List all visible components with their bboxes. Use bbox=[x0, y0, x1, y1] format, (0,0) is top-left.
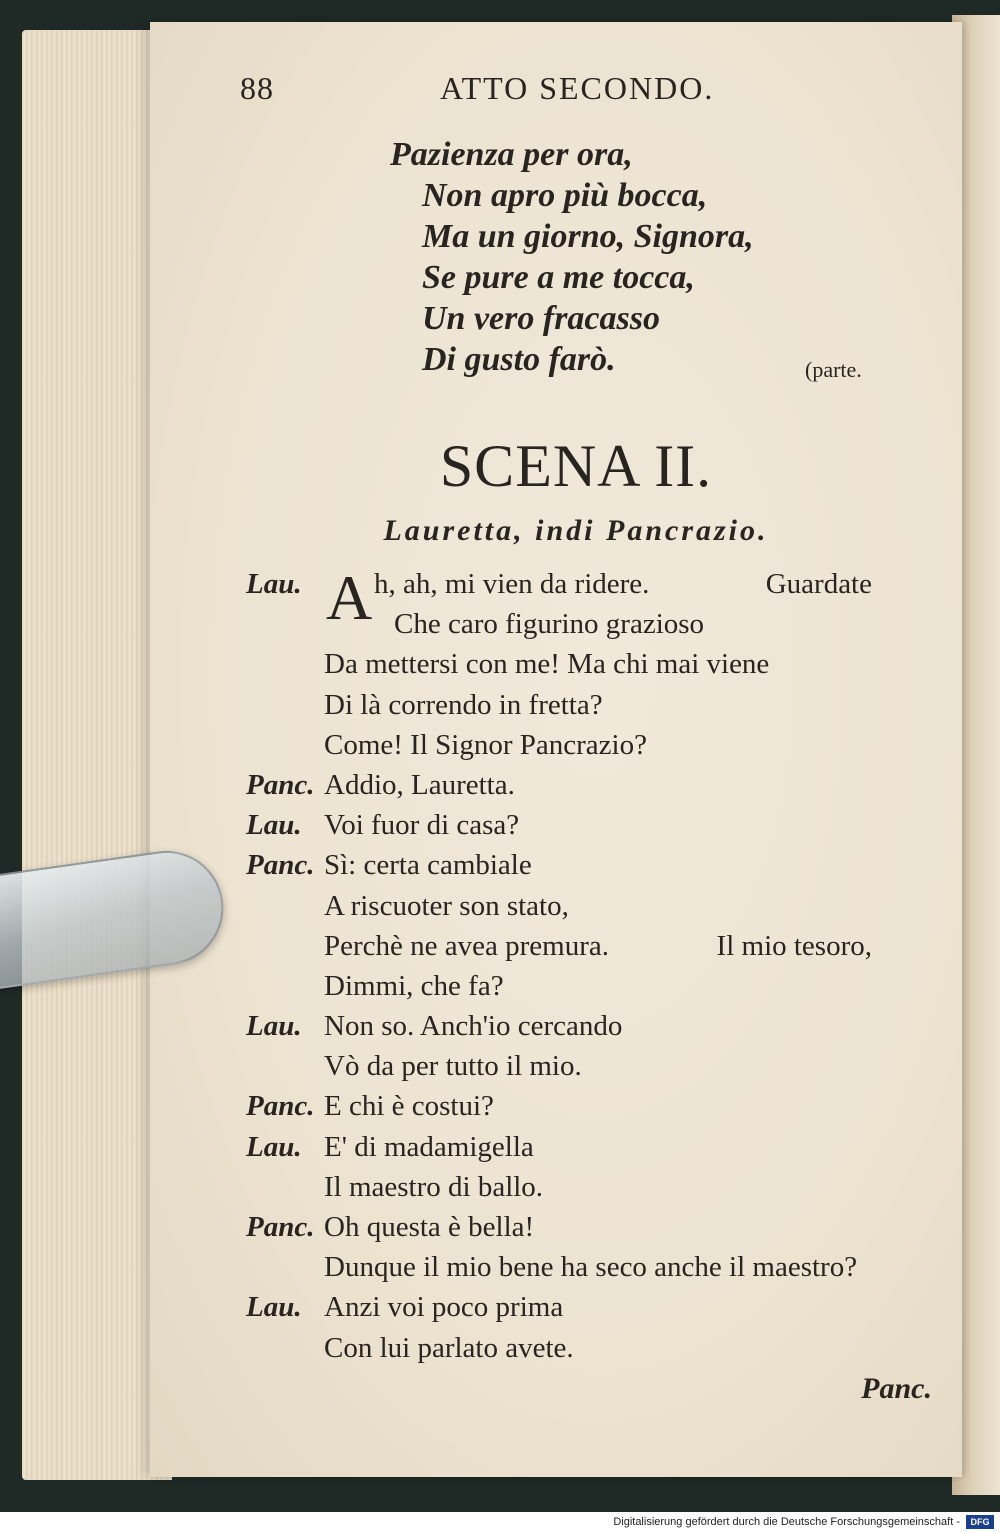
dfg-logo-icon: DFG bbox=[966, 1515, 994, 1529]
dialogue-text: Sì: certa cambiale bbox=[324, 849, 532, 882]
speaker: Panc. bbox=[246, 768, 315, 801]
scene-title: SCENA II. bbox=[439, 433, 713, 499]
catchword: Panc. bbox=[861, 1372, 932, 1405]
dialogue-text: Il maestro di ballo. bbox=[324, 1170, 544, 1203]
dialogue-line bbox=[246, 765, 942, 805]
speaker: Panc. bbox=[246, 1090, 315, 1123]
dialogue-text: Dunque il mio bene ha seco anche il maestro? bbox=[324, 1251, 858, 1284]
dialogue-text: Di là correndo in fretta? bbox=[324, 688, 603, 721]
stage-direction: (parte. bbox=[805, 357, 862, 382]
footer-bar bbox=[0, 1512, 1000, 1533]
dialogue-line bbox=[246, 644, 942, 684]
dialogue-text-right: Il mio tesoro, bbox=[716, 929, 872, 962]
drop-cap: A bbox=[326, 562, 373, 633]
dialogue-text: Oh questa è bella! bbox=[324, 1211, 535, 1243]
verse-line: Se pure a me tocca, bbox=[422, 259, 695, 296]
dialogue-text: Dimmi, che fa? bbox=[324, 969, 504, 1002]
verse-block bbox=[390, 134, 754, 380]
speaker: Lau. bbox=[246, 1291, 302, 1324]
dialogue-line bbox=[246, 725, 942, 765]
page-number: 88 bbox=[240, 70, 274, 106]
dialogue-line bbox=[246, 1006, 942, 1046]
dialogue-text: Perchè ne avea premura. bbox=[324, 929, 610, 962]
verse-line: Pazienza per ora, bbox=[390, 136, 633, 173]
dialogue-text: Non so. Anch'io cercando bbox=[324, 1010, 623, 1043]
dialogue-text: Vò da per tutto il mio. bbox=[324, 1050, 582, 1083]
speaker: Lau. bbox=[246, 568, 302, 600]
speaker: Lau. bbox=[246, 809, 302, 842]
speaker: Lau. bbox=[246, 1010, 302, 1043]
dialogue-line bbox=[246, 1287, 942, 1327]
dialogue-text: Che caro figurino grazioso bbox=[394, 608, 705, 641]
verse-line: Un vero fracasso bbox=[422, 300, 660, 337]
dialogue-line bbox=[246, 886, 942, 926]
verse-line: Di gusto farò. bbox=[422, 341, 616, 378]
dialogue-line bbox=[246, 1247, 942, 1287]
dialogue-line bbox=[246, 604, 942, 644]
dialogue-text: Con lui parlato avete. bbox=[324, 1331, 574, 1364]
dialogue-line bbox=[246, 1127, 942, 1167]
dialogue-line bbox=[246, 1046, 942, 1086]
dialogue-line bbox=[246, 926, 942, 966]
dialogue-line bbox=[246, 1207, 942, 1247]
dialogue-text: E chi è costui? bbox=[324, 1090, 494, 1123]
dialogue-text: Addio, Lauretta. bbox=[324, 768, 515, 801]
funding-notice: Digitalisierung gefördert durch die Deutsche Forschungsgemeinschaft - bbox=[613, 1516, 960, 1528]
speaker: Panc. bbox=[246, 849, 315, 882]
verse-line: Ma un giorno, Signora, bbox=[422, 218, 754, 255]
dialogue-text: Anzi voi poco prima bbox=[324, 1291, 564, 1324]
dialogue-line bbox=[246, 685, 942, 725]
dialogue-text: E' di madamigella bbox=[324, 1130, 534, 1163]
dialogue-line bbox=[246, 1328, 942, 1368]
running-head bbox=[240, 70, 872, 110]
dialogue bbox=[246, 564, 942, 1368]
verse-line: Non apro più bocca, bbox=[422, 177, 708, 214]
dialogue-text: h, ah, mi vien da ridere. bbox=[374, 568, 650, 600]
scene-characters: Lauretta, indi Pancrazio. bbox=[383, 514, 769, 547]
dialogue-text: Da mettersi con me! Ma chi mai viene bbox=[324, 648, 770, 681]
dialogue-line bbox=[246, 805, 942, 845]
speaker: Panc. bbox=[246, 1211, 315, 1243]
dialogue-text: Come! Il Signor Pancrazio? bbox=[324, 728, 647, 761]
running-head-title: ATTO SECONDO. bbox=[440, 70, 715, 106]
dialogue-line bbox=[246, 845, 942, 885]
speaker: Lau. bbox=[246, 1130, 302, 1163]
dialogue-text: Voi fuor di casa? bbox=[324, 809, 520, 842]
dialogue-line bbox=[246, 1086, 942, 1126]
dialogue-text: A riscuoter son stato, bbox=[324, 889, 569, 922]
book-page bbox=[150, 22, 962, 1477]
dialogue-text-right: Guardate bbox=[765, 568, 872, 600]
dialogue-line bbox=[246, 966, 942, 1006]
dialogue-line bbox=[246, 1167, 942, 1207]
